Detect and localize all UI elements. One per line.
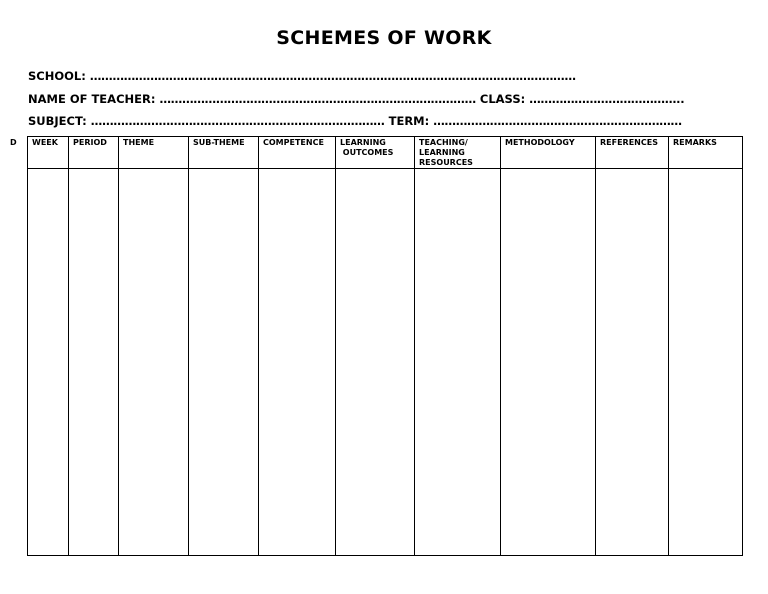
cell-learning-outcomes[interactable] [336,169,415,556]
header-row [28,137,743,169]
header-theme: THEME [119,137,189,169]
header-period: PERIOD [69,137,119,169]
cell-theme[interactable] [119,169,189,556]
teacher-class-line [28,92,700,106]
cell-competence[interactable] [259,169,336,556]
teacher-field[interactable]: ………………………………………………………………………… [159,92,476,106]
term-label: TERM: [388,114,430,128]
page-title: SCHEMES OF WORK [276,27,492,49]
cell-methodology[interactable] [501,169,596,556]
table-row [28,169,743,556]
school-label: SCHOOL: [28,69,86,83]
school-field[interactable]: ………………………………………………………………………………………………………………… [89,69,576,83]
schemes-table [27,136,743,556]
subject-field[interactable]: …………………………………………………………………… [90,114,385,128]
header-methodology: METHODOLOGY [501,137,596,169]
header-references: REFERENCES [596,137,669,169]
cell-references[interactable] [596,169,669,556]
header-remarks: REMARKS [669,137,743,169]
header-learning-outcomes: LEARNING OUTCOMES [336,137,415,169]
cell-period[interactable] [69,169,119,556]
teacher-label: NAME OF TEACHER: [28,92,156,106]
class-field[interactable]: ………………………………….. [529,92,685,106]
header-competence: COMPETENCE [259,137,336,169]
cell-sub-theme[interactable] [189,169,259,556]
margin-letter: D [10,138,17,147]
cell-remarks[interactable] [669,169,743,556]
cell-week[interactable] [28,169,69,556]
cell-teaching-resources[interactable] [415,169,501,556]
subject-label: SUBJECT: [28,114,87,128]
subject-term-line [28,114,692,128]
header-week: WEEK [28,137,69,169]
school-line [28,69,696,83]
header-teaching-resources: TEACHING/ LEARNING RESOURCES [415,137,501,169]
term-field[interactable]: ………………………………………………………… [433,114,682,128]
class-label: CLASS: [479,92,526,106]
header-sub-theme: SUB-THEME [189,137,259,169]
